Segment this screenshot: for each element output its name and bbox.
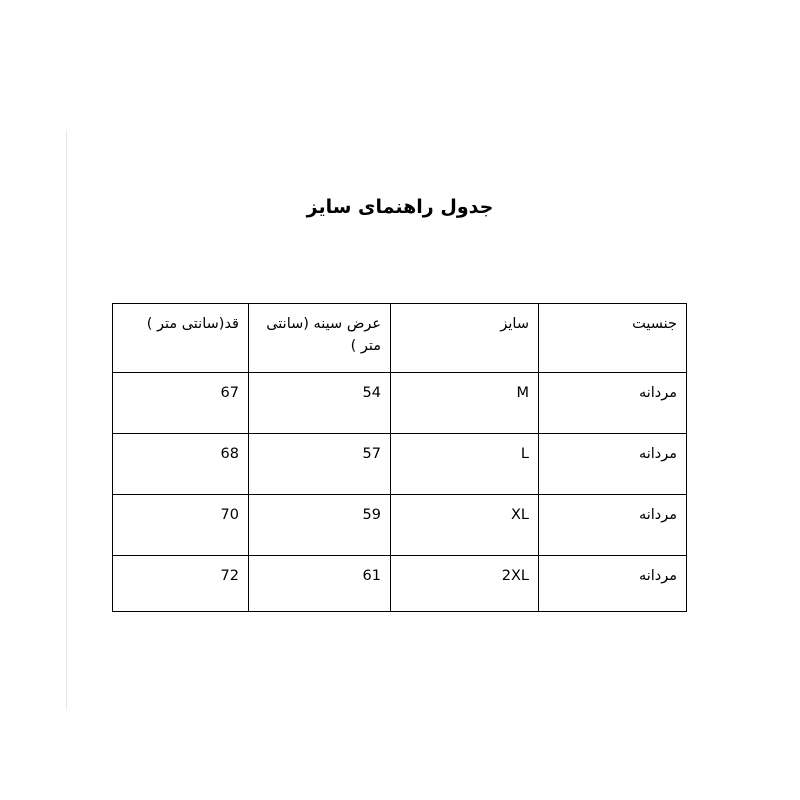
cell-chest: 57 — [249, 434, 391, 495]
cell-length: 68 — [113, 434, 249, 495]
cell-gender: مردانه — [539, 556, 687, 612]
cell-length: 72 — [113, 556, 249, 612]
column-header-chest: عرض سینه (سانتی متر ) — [249, 304, 391, 373]
cell-chest: 59 — [249, 495, 391, 556]
cell-size: 2XL — [391, 556, 539, 612]
column-header-gender: جنسیت — [539, 304, 687, 373]
table-row — [113, 373, 687, 434]
cell-gender: مردانه — [539, 434, 687, 495]
column-header-length: قد(سانتی متر ) — [113, 304, 249, 373]
cell-chest: 61 — [249, 556, 391, 612]
page-title: جدول راهنمای سایز — [306, 196, 494, 218]
cell-size: XL — [391, 495, 539, 556]
cell-gender: مردانه — [539, 373, 687, 434]
cell-chest: 54 — [249, 373, 391, 434]
cell-size: L — [391, 434, 539, 495]
size-guide-table-container — [113, 303, 687, 612]
cell-length: 67 — [113, 373, 249, 434]
table-row — [113, 495, 687, 556]
cell-length: 70 — [113, 495, 249, 556]
table-row — [113, 556, 687, 612]
cell-size: M — [391, 373, 539, 434]
table-header-row — [113, 304, 687, 373]
cell-gender: مردانه — [539, 495, 687, 556]
size-guide-table — [112, 303, 687, 612]
column-header-size: سایز — [391, 304, 539, 373]
table-row — [113, 434, 687, 495]
